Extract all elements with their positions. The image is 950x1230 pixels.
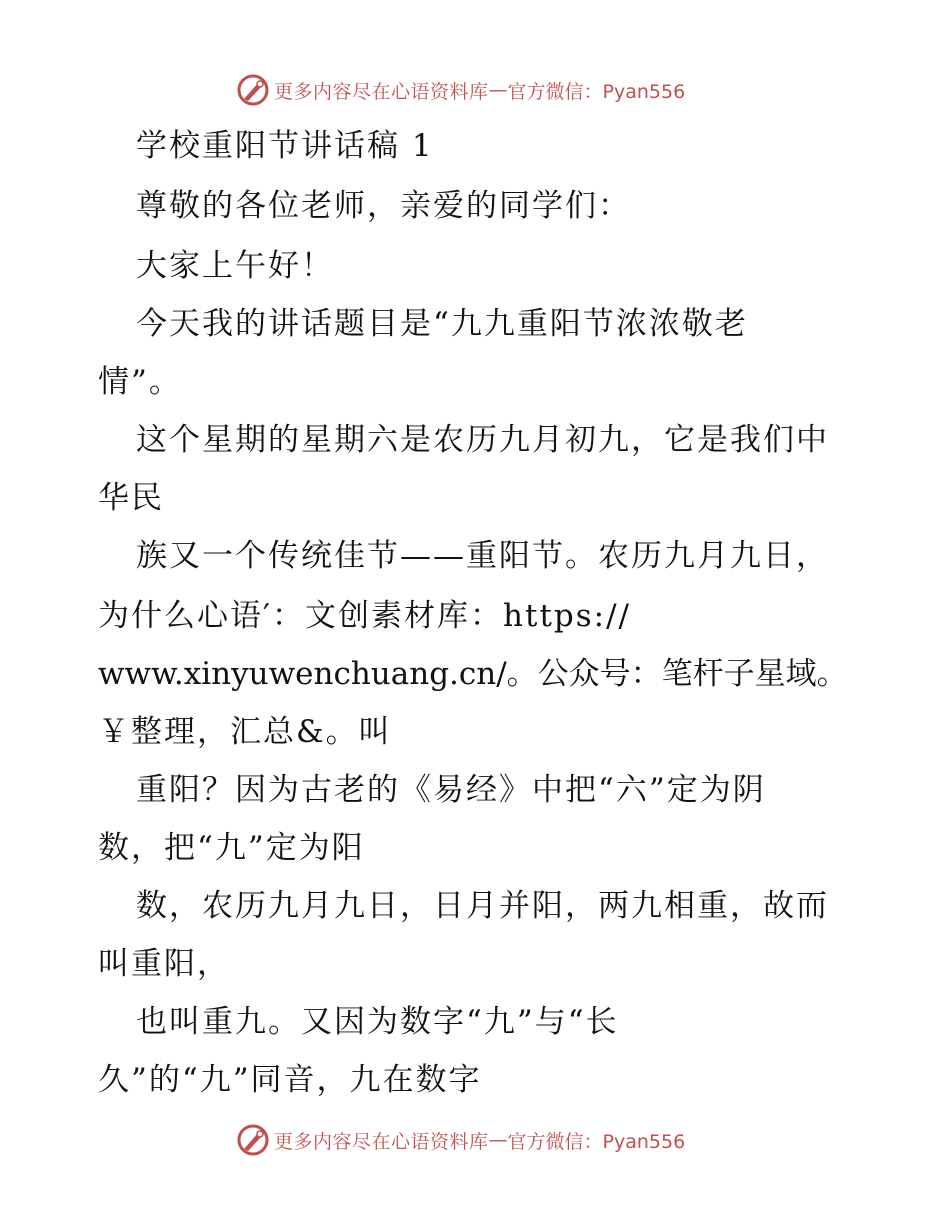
pen-in-circle-icon bbox=[236, 1123, 270, 1157]
paragraph-line: 叫重阳， bbox=[98, 946, 230, 982]
paragraph-line: 也叫重九。又因为数字“九”与“长 bbox=[136, 1004, 619, 1040]
paragraph-line: 为什么心语′：文创素材库：https:// bbox=[98, 598, 632, 634]
paragraph-line: ￥整理，汇总&。叫 bbox=[98, 714, 392, 750]
greeting: 大家上午好！ bbox=[136, 248, 334, 284]
paragraph-line: 族又一个传统佳节——重阳节。农历九月九日， bbox=[136, 538, 829, 574]
doc-title: 学校重阳节讲话稿 1 bbox=[136, 128, 434, 164]
paragraph-line: 情”。 bbox=[98, 364, 182, 400]
header-contact-text: 官方微信：Pyan556 bbox=[507, 80, 686, 103]
paragraph-line: 重阳？因为古老的《易经》中把“六”定为阴 bbox=[136, 772, 766, 808]
paragraph-line: www.xinyuwenchuang.cn/。公众号：笔杆子星域。 bbox=[98, 656, 848, 692]
paragraph-line: 久”的“九”同音，九在数字 bbox=[98, 1062, 482, 1098]
paragraph-line: 这个星期的星期六是农历九月初九，它是我们中 bbox=[136, 422, 829, 458]
header-separator: — bbox=[488, 79, 508, 101]
header-brand-text: 更多内容尽在心语资料库 bbox=[274, 80, 489, 103]
salutation: 尊敬的各位老师，亲爱的同学们： bbox=[136, 188, 631, 224]
footer-brand-text: 更多内容尽在心语资料库 bbox=[274, 1130, 489, 1153]
paragraph-line: 数，农历九月九日，日月并阳，两九相重，故而 bbox=[136, 888, 829, 924]
paragraph-line: 华民 bbox=[98, 480, 164, 516]
paragraph-line: 今天我的讲话题目是“九九重阳节浓浓敬老 bbox=[136, 306, 748, 342]
footer-banner bbox=[236, 1122, 685, 1158]
footer-separator: — bbox=[488, 1129, 508, 1151]
footer-contact-text: 官方微信：Pyan556 bbox=[507, 1130, 686, 1153]
paragraph-line: 数，把“九”定为阳 bbox=[98, 830, 365, 866]
